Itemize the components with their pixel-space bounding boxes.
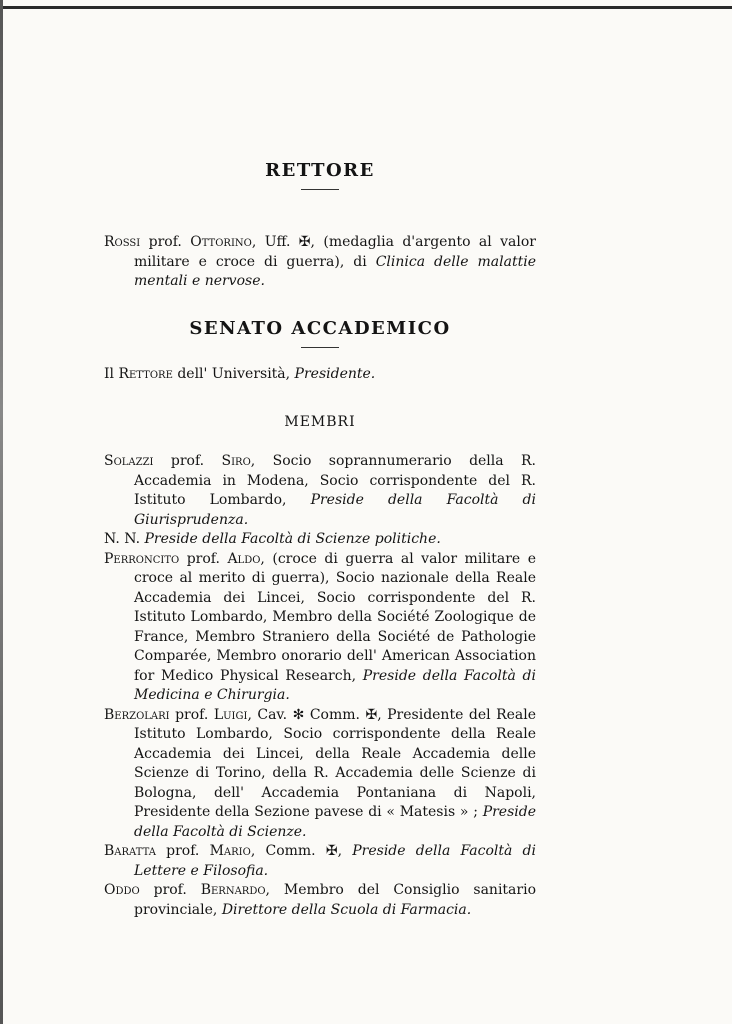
member-details: , (croce di guerra al valor militare e croce al merito di guerra), Socio nazionale della Reale Accademia dei Lincei, Socio corrispondente del R. Istituto Lombardo, Membro della Société Zoologique de France, Membro Straniero della Société de Pathologie Comparée, Membro onorario dell' American Association for Medico Physical Research, [134, 550, 536, 684]
rettore-heading-rule [301, 189, 339, 190]
member-title: N. N. [104, 531, 145, 547]
member-details: , Socio soprannumerario della R. Accademia in Modena, Socio corrispondente del R. Istituto Lombardo, [134, 453, 536, 508]
page-left-edge [0, 0, 3, 1024]
senato-heading: SENATO ACCADEMICO [189, 317, 451, 339]
member-surname: Oddo [104, 882, 140, 898]
rettore-heading: RETTORE [265, 160, 375, 181]
presidente-role: Presidente. [294, 365, 376, 382]
member-role: Preside della Facoltà di Medicina e Chirurgia. [134, 667, 536, 703]
rettore-details: , Uff. ✠, (medaglia d'argento al valor militare e croce di guerra), di [134, 234, 536, 270]
member-role: Preside della Facoltà di Scienze. [134, 804, 536, 840]
rettore-given-name: Ottorino [190, 234, 252, 250]
member-entry [104, 881, 536, 920]
member-given-name: Aldo [227, 550, 261, 567]
member-entry [104, 706, 536, 843]
member-given-name: Bernardo [200, 882, 266, 898]
member-details: , Comm. ✠, [250, 843, 353, 859]
rettore-role: Clinica delle malattie mentali e nervose. [134, 253, 536, 289]
member-entry [104, 452, 536, 530]
members-list [104, 452, 536, 920]
member-title: prof. [155, 843, 210, 859]
rettore-title: prof. [140, 234, 191, 250]
member-given-name: Siro [221, 453, 251, 469]
member-role: Preside della Facoltà di Giurisprudenza. [134, 492, 536, 528]
rettore-surname: Rossi [104, 234, 141, 250]
member-given-name: Luigi [213, 706, 248, 723]
presidente-rettore: Rettore [118, 365, 173, 382]
senato-presidente [104, 365, 536, 385]
rettore-entry [104, 233, 536, 292]
member-details: , Membro del Consiglio sanitario provinciale, [134, 882, 536, 918]
member-given-name: Mario [209, 843, 251, 859]
member-surname: Solazzi [104, 453, 154, 469]
member-surname: Berzolari [104, 706, 170, 723]
presidente-universita: dell' Università, [172, 365, 295, 382]
member-title: prof. [153, 453, 222, 469]
member-role: Preside della Facoltà di Scienze politiche. [144, 531, 441, 547]
member-surname: Baratta [104, 843, 156, 859]
member-surname: Perroncito [104, 550, 180, 567]
member-role: Preside della Facoltà di Lettere e Filosofia. [134, 843, 537, 879]
member-entry [104, 550, 536, 706]
presidente-prefix: Il [104, 365, 119, 382]
member-entry [104, 530, 536, 550]
member-role: Direttore della Scuola di Farmacia. [221, 901, 472, 918]
member-title: prof. [169, 706, 214, 723]
member-title: prof. [139, 882, 201, 898]
senato-heading-rule [301, 347, 339, 348]
document-page [104, 160, 536, 920]
member-title: prof. [179, 550, 228, 567]
page-top-rule [0, 6, 732, 9]
member-details: , Cav. ✻ Comm. ✠, Presidente del Reale Istituto Lombardo, Socio corrispondente della Reale Accademia dei Lincei, della Reale Accademia delle Scienze di Torino, della R. Accademia delle Scienze di Bologna, dell' Accademia Pontaniana di Napoli, Presidente della Sezione pavese di « Matesis » ; [134, 706, 536, 820]
membri-heading: MEMBRI [284, 414, 356, 430]
member-entry [104, 842, 536, 881]
